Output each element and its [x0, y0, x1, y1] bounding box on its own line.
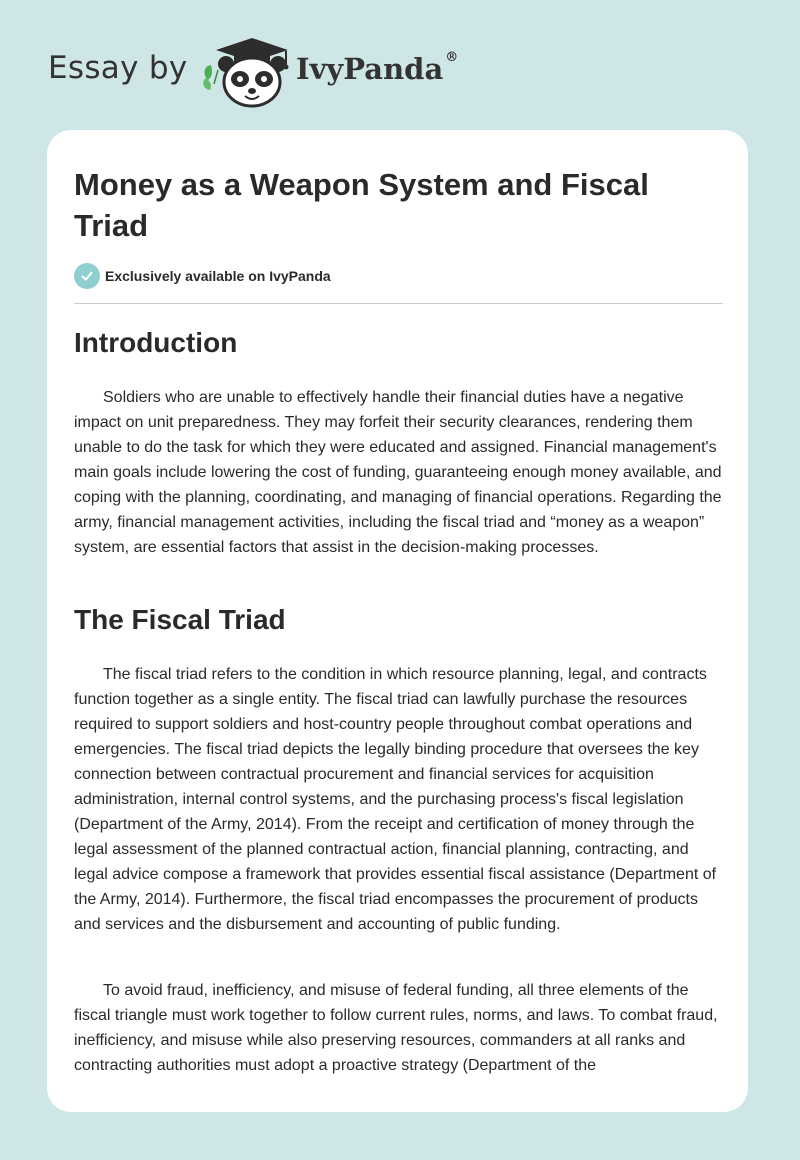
title-divider	[74, 303, 723, 304]
brand-text: IvyPanda	[296, 52, 444, 86]
panda-graduate-logo-icon[interactable]	[200, 34, 296, 110]
check-icon	[74, 263, 100, 289]
brand-name[interactable]	[296, 52, 458, 86]
article-card	[47, 130, 748, 1112]
introduction-paragraph: Soldiers who are unable to effectively handle their financial duties have a negative impact on unit preparedness. They may forfeit their security clearances, rendering them unable to do the task for which they were educated and assigned. Financial management's main goals include lowering the cost of funding, guaranteeing enough money available, and coping with the planning, coordinating, and managing of financial operations. Regarding the army, financial management activities, including the fiscal triad and “money as a weapon” system, are essential factors that assist in the decision-making processes.	[74, 389, 722, 556]
exclusive-badge	[74, 263, 331, 289]
site-header	[0, 0, 800, 120]
registered-mark: ®	[445, 50, 459, 65]
fiscal-triad-paragraph-1: The fiscal triad refers to the condition in which resource planning, legal, and contracts function together as a single entity. The fiscal triad can lawfully purchase the resources required to support soldiers and host-country people throughout combat operations and emergencies. The fiscal triad depicts the legally binding procedure that oversees the key connection between contractual procurement and financial services for acquisition administration, internal control systems, and the purchasing process's fiscal legislation (Department of the Army, 2014). From the receipt and certification of money through the legal assessment of the planned contractual action, financial planning, contracting, and legal advice compose a framework that provides essential fiscal assistance (Department of the Army, 2014). Furthermore, the fiscal triad encompasses the procurement of products and services and the disbursement and accounting of public funding.	[74, 666, 717, 933]
fiscal-triad-paragraph-2: To avoid fraud, inefficiency, and misuse of federal funding, all three elements of the fiscal triangle must work together to follow current rules, norms, and laws. To combat fraud, inefficiency, and misuse while also preserving resources, commanders at all ranks and contracting authorities must adopt a proactive strategy (Department of the	[74, 982, 718, 1074]
badge-label: Exclusively available on IvyPanda	[105, 268, 331, 284]
section-heading-fiscal-triad: The Fiscal Triad	[74, 604, 286, 635]
section-heading-introduction: Introduction	[74, 327, 238, 358]
article-title: Money as a Weapon System and Fiscal Triad	[74, 167, 649, 243]
essay-by-label: Essay by	[48, 50, 188, 86]
